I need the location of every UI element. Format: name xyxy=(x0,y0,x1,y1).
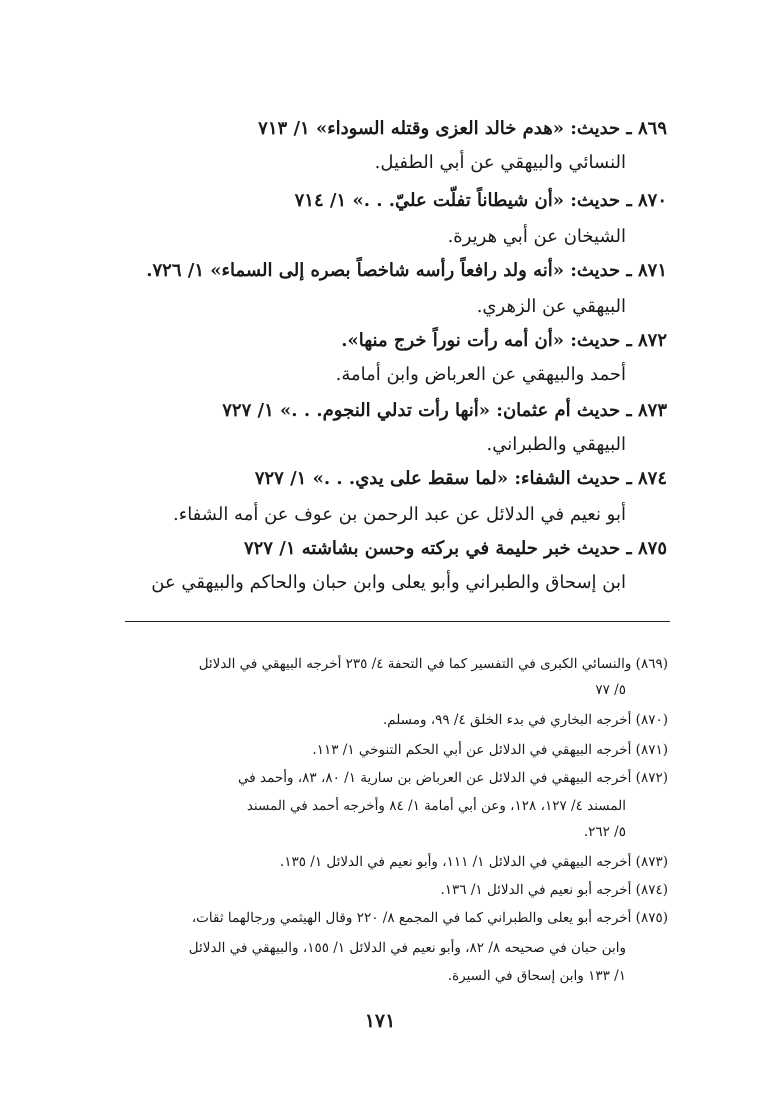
entry-870-source: الشيخان عن أبي هريرة. xyxy=(447,226,626,247)
entry-874-source: أبو نعيم في الدلائل عن عبد الرحمن بن عوف عن أمه الشفاء. xyxy=(173,504,626,525)
entry-873-heading: ٨٧٣ ـ حديث أم عثمان: «أنها رأت تدلي النجوم. . .» ١/ ٧٢٧ xyxy=(222,400,667,421)
footnote-875-cont2: ١/ ١٣٣ وابن إسحاق في السيرة. xyxy=(447,968,626,984)
entry-875-source: ابن إسحاق والطبراني وأبو يعلى وابن حبان والحاكم والبيهقي عن xyxy=(151,572,626,593)
footnote-874: (٨٧٤) أخرجه أبو نعيم في الدلائل ١/ ١٣٦. xyxy=(440,882,668,898)
footnote-869: (٨٦٩) والنسائي الكبرى في التفسير كما في التحفة ٤/ ٢٣٥ أخرجه البيهقي في الدلائل xyxy=(198,656,668,672)
entry-872-heading: ٨٧٢ ـ حديث: «أن أمه رأت نوراً خرج منها». xyxy=(341,330,667,351)
entry-872-source: أحمد والبيهقي عن العرباض وابن أمامة. xyxy=(335,364,626,385)
entry-869-source: النسائي والبيهقي عن أبي الطفيل. xyxy=(374,152,626,173)
page-number: ١٧١ xyxy=(364,1010,396,1032)
entry-871-heading: ٨٧١ ـ حديث: «أنه ولد رافعاً رأسه شاخصاً بصره إلى السماء» ١/ ٧٢٦. xyxy=(146,260,667,281)
entry-875-heading: ٨٧٥ ـ حديث خبر حليمة في بركته وحسن بشاشته ١/ ٧٢٧ xyxy=(243,538,667,559)
footnote-872: (٨٧٢) أخرجه البيهقي في الدلائل عن العرباض بن سارية ١/ ٨٠، ٨٣، وأحمد في xyxy=(238,770,668,786)
footnote-871: (٨٧١) أخرجه البيهقي في الدلائل عن أبي الحكم التنوخي ١/ ١١٣. xyxy=(312,742,668,758)
entry-874-heading: ٨٧٤ ـ حديث الشفاء: «لما سقط على يدي. . .» ١/ ٧٢٧ xyxy=(254,468,667,489)
footnote-875-cont: وابن حبان في صحيحه ٨/ ٨٢، وأبو نعيم في الدلائل ١/ ١٥٥، والبيهقي في الدلائل xyxy=(188,940,626,956)
footnote-872-cont2: ٥/ ٢٦٢. xyxy=(583,824,626,840)
footnote-870: (٨٧٠) أخرجه البخاري في بدء الخلق ٤/ ٩٩، ومسلم. xyxy=(382,712,668,728)
entry-871-source: البيهقي عن الزهري. xyxy=(476,296,626,317)
footnote-869-cont: ٥/ ٧٧ xyxy=(595,682,626,698)
footnote-873: (٨٧٣) أخرجه البيهقي في الدلائل ١/ ١١١، وأبو نعيم في الدلائل ١/ ١٣٥. xyxy=(279,854,668,870)
footnote-872-cont: المسند ٤/ ١٢٧، ١٢٨، وعن أبي أمامة ١/ ٨٤ وأخرجه أحمد في المسند xyxy=(246,798,626,814)
entry-873-source: البيهقي والطبراني. xyxy=(486,434,626,455)
entry-869-heading: ٨٦٩ ـ حديث: «هدم خالد العزى وقتله السوداء» ١/ ٧١٣ xyxy=(258,118,667,139)
entry-870-heading: ٨٧٠ ـ حديث: «أن شيطاناً تفلّت عليّ. . .» ١/ ٧١٤ xyxy=(294,190,667,211)
footnote-divider xyxy=(125,621,670,622)
footnote-875: (٨٧٥) أخرجه أبو يعلى والطبراني كما في المجمع ٨/ ٢٢٠ وقال الهيثمي ورجالهما ثقات، xyxy=(191,910,668,926)
